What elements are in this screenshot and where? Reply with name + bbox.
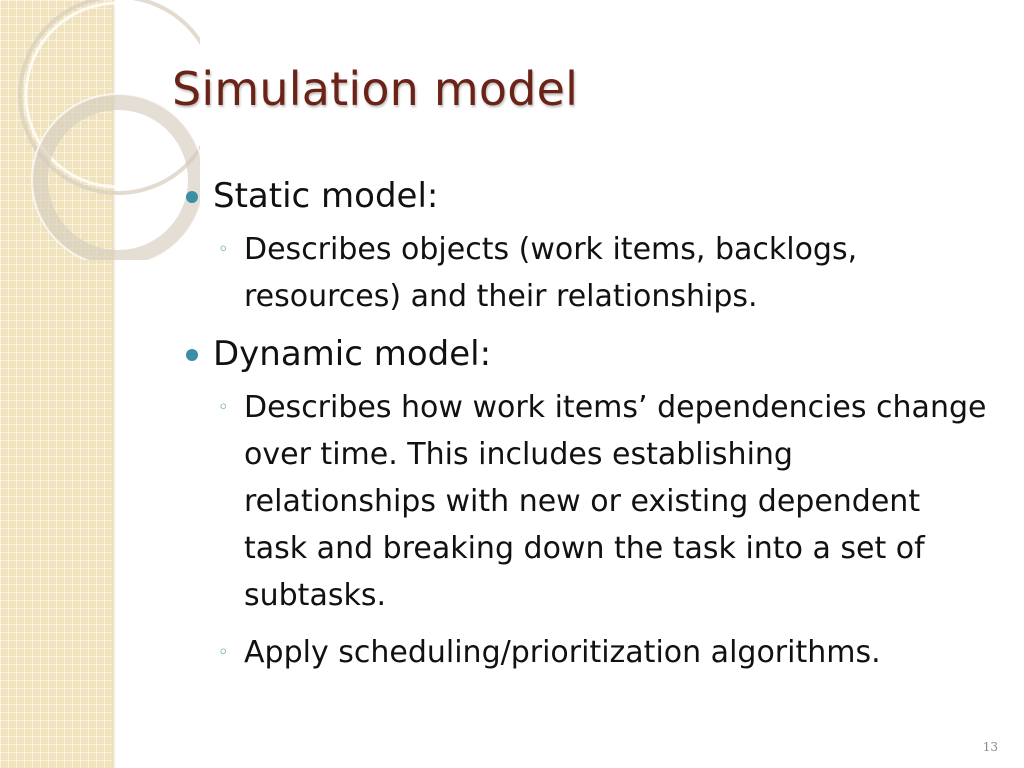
ring-bullet-icon: ◦ — [218, 397, 229, 418]
subbullet-text: Describes how work items’ dependencies change over time. This includes establishing relationships with new or existing dependent task and breaking down the task into a set of subtasks. — [244, 390, 987, 613]
decorative-rings — [0, 0, 200, 260]
bullet-label: Dynamic model: — [213, 334, 492, 374]
slide-title: Simulation model — [172, 62, 579, 116]
bullet-dynamic-model — [180, 330, 990, 378]
subbullet-dynamic-description — [180, 384, 990, 619]
subbullet-scheduling — [180, 629, 990, 676]
bullet-static-model — [180, 172, 990, 220]
bullet-dot-icon — [186, 349, 198, 361]
subbullet-text: Apply scheduling/prioritization algorithms. — [244, 635, 881, 670]
bullet-label: Static model: — [213, 176, 439, 216]
slide-content — [180, 172, 990, 686]
ring-bullet-icon: ◦ — [218, 239, 229, 260]
subbullet-static-description — [180, 226, 990, 320]
ring-bullet-icon: ◦ — [218, 642, 229, 663]
subbullet-text: Describes objects (work items, backlogs, resources) and their relationships. — [244, 232, 858, 314]
bullet-dot-icon — [186, 191, 198, 203]
page-number: 13 — [982, 740, 998, 754]
